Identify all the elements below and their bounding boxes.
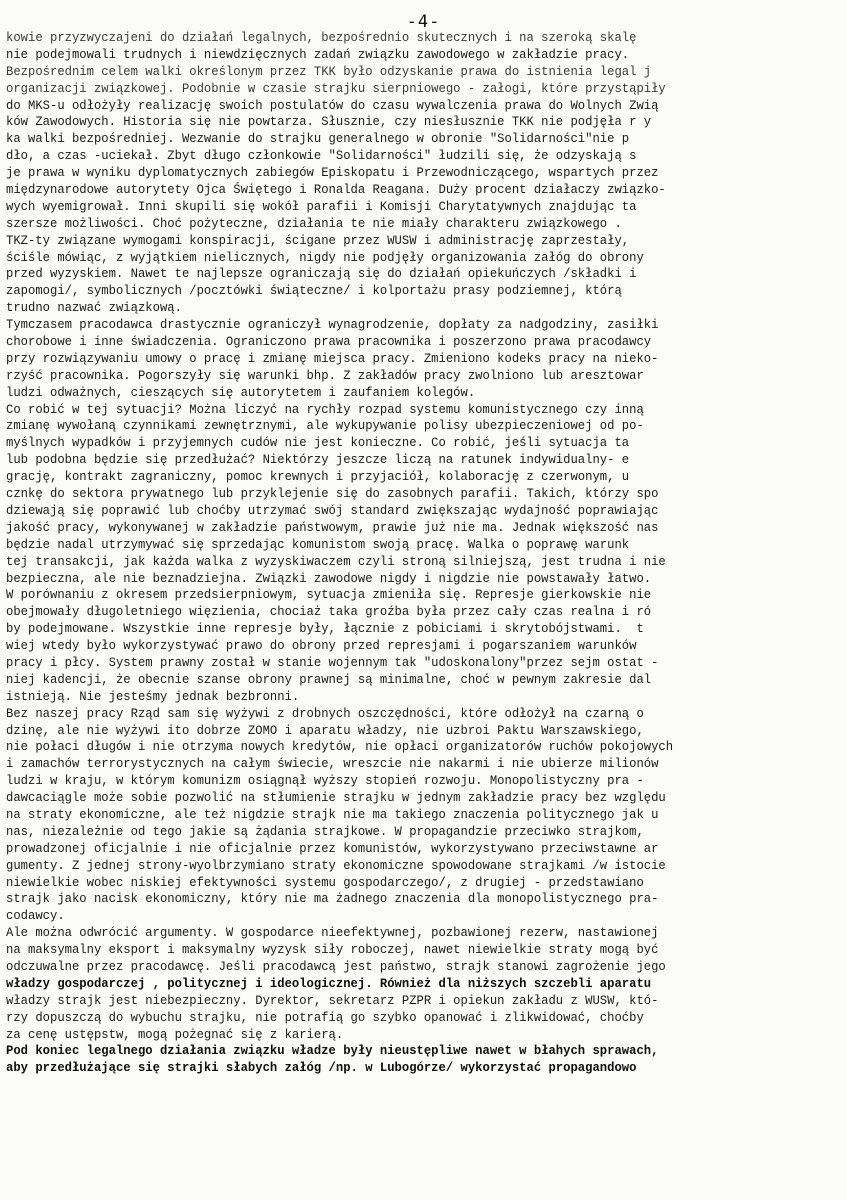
text-line: Co robić w tej sytuacji? Można liczyć na rychły rozpad systemu komunistycznego czy inną	[6, 402, 644, 417]
text-line: codawcy.	[6, 909, 65, 924]
text-line: kowie przyzwyczajeni do działań legalnych, bezpośrednio skutecznych i na szeroką skalę	[6, 31, 637, 45]
text-line: odczuwalne przez pracodawcę. Jeśli pracodawcą jest państwo, strajk stanowi zagrożenie jego	[6, 959, 666, 974]
text-line: by podejmowane. Wszystkie inne represje były, łącznie z pobiciami i skrytobójstwami. t	[6, 622, 644, 637]
text-line: zapomogi/, symbolicznych /pocztówki świąteczne/ i kolportażu prasy podziemnej, którą	[6, 284, 622, 299]
text-line: Tymczasem pracodawca drastycznie ograniczył wynagrodzenie, dopłaty za nadgodziny, zasiłki	[6, 318, 659, 333]
text-line: za cenę ustępstw, mogą pożegnać się z karierą.	[6, 1027, 344, 1042]
text-line: trudno nazwać związkową.	[6, 301, 182, 316]
body-text	[6, 30, 840, 1077]
text-line: Ale można odwrócić argumenty. W gospodarce nieefektywnej, pozbawionej rezerw, nastawionej	[6, 926, 659, 941]
text-line: szersze możliwości. Choć pożyteczne, działania te nie miały charakteru związkowego .	[6, 216, 622, 231]
text-line: obejmowały długoletniego więzienia, chociaż taka groźba była przez cały czas realna i ró	[6, 605, 652, 620]
text-line: przy rozwiązywaniu umowy o pracę i zmianę miejsca pracy. Zmieniono kodeks pracy na nieko-	[6, 351, 659, 366]
text-line: pracy i płcy. System prawny został w stanie wojennym tak "udoskonalony"przez sejm ostat -	[6, 655, 659, 670]
text-line: Bez naszej pracy Rząd sam się wyżywi z drobnych oszczędności, które odłożył na czarną o	[6, 706, 644, 721]
text-line: ludzi w kraju, w którym komunizm osiągnął wyższy stopień rozwoju. Monopolistyczny pra -	[6, 774, 644, 789]
text-line: jakość pracy, wykonywanej w zakładzie państwowym, prawie już nie ma. Jednak większość nas	[6, 520, 659, 535]
text-line: dło, a czas -uciekał. Zbyt długo członkowie "Solidarności" łudzili się, że odzyskają s	[6, 149, 637, 164]
text-line: władzy gospodarczej , politycznej i ideologicznej. Również dla niższych szczebli aparatu	[6, 976, 652, 991]
text-line: prowadzonej oficjalnie i nie oficjalnie przez komunistów, wykorzystywano przeciwstawne ar	[6, 841, 659, 856]
text-line: i zamachów terrorystycznych na całym świecie, wreszcie nie nakarmi i nie ubierze milionów	[6, 757, 659, 772]
text-line: wiej wtedy było wykorzystywać prawo do obrony przed represjami i pogarszaniem warunków	[6, 639, 637, 654]
text-line: niej kadencji, że obecnie szanse obrony prawnej są minimalne, choć w pewnym zakresie dal	[6, 672, 652, 687]
text-line: nas, niezależnie od tego jakie są żądania strajkowe. W propagandzie przeciwko strajkom,	[6, 824, 644, 839]
text-line: W porównaniu z okresem przedsierpniowym, sytuacja zmieniła się. Represje gierkowskie nie	[6, 588, 652, 603]
text-line: nie połaci długów i nie otrzyma nowych kredytów, nie opłaci organizatorów ruchów pokojowych	[6, 740, 674, 755]
text-line: będzie nadal utrzymywać się sprzedając komunistom swoją pracę. Walka o poprawę warunk	[6, 537, 630, 552]
text-line: strajk jako nacisk ekonomiczny, który nie ma żadnego znaczenia dla monopolistycznego pra-	[6, 892, 659, 907]
text-line: rzyść pracownika. Pogorszyły się warunki bhp. Z zakładów pracy zwolniono lub aresztowar	[6, 368, 644, 383]
text-line: ków Zawodowych. Historia się nie powtarza. Słusznie, czy niesłusznie TKK nie podjęła r y	[6, 115, 652, 130]
text-line: ka walki bezpośredniej. Wezwanie do strajku generalnego w obronie "Solidarności"nie p	[6, 132, 630, 147]
text-line: grację, kontrakt zagraniczny, pomoc krewnych i przyjaciół, kolaborację z czerwonym, u	[6, 470, 630, 485]
text-line: ludzi odważnych, cieszących się autorytetem i zaufaniem kolegów.	[6, 385, 476, 400]
text-line: istnieją. Nie jesteśmy jednak bezbronni.	[6, 689, 300, 704]
text-line: organizacji związkowej. Podobnie w czasie strajku sierpniowego - załogi, które przystąpiły	[6, 81, 666, 96]
text-line: niewielkie wobec niskiej efektywności systemu gospodarczego/, z drugiej - przedstawiano	[6, 875, 644, 890]
text-line: dzinę, ale nie wyżywi ito dobrze ZOMO i aparatu władzy, nie uzbroi Paktu Warszawskiego,	[6, 723, 644, 738]
text-line: gumenty. Z jednej strony-wyolbrzymiano straty ekonomiczne spowodowane strajkami /w istocie	[6, 858, 666, 873]
text-line: TKZ-ty związane wymogami konspiracji, ścigane przez WUSW i administrację zaprzestały,	[6, 233, 630, 248]
text-line: cznkę do sektora prywatnego lub przyklejenie się do zasobnych parafii. Takich, którzy spo	[6, 487, 659, 502]
text-line: dawcaciągle może sobie pozwolić na stłumienie strajku w jednym zakładzie pracy bez względu	[6, 791, 666, 806]
text-line: bezpieczna, ale nie beznadziejna. Związki zawodowe nigdy i nigdzie nie powstawały łatwo.	[6, 571, 652, 586]
text-line: władzy strajk jest niebezpieczny. Dyrektor, sekretarz PZPR i opiekun zakładu z WUSW, któ-	[6, 993, 659, 1008]
text-line: do MKS-u odłożyły realizację swoich postulatów do czasu wywalczenia prawa do Wolnych Zwią	[6, 98, 659, 113]
text-line: rzy dopuszczą do wybuchu strajku, nie potrafią go szybko opanować i zlikwidować, choćby	[6, 1010, 644, 1025]
text-line: myślnych wypadków i przyjemnych cudów nie jest konieczne. Co robić, jeśli sytuacja ta	[6, 436, 630, 451]
text-line: ściśle mówiąc, z wyjątkiem nielicznych, nigdy nie podjęły organizowania załóg do obrony	[6, 250, 644, 265]
text-line: tej transakcji, jak każda walka z wyzyskiwaczem czyli stroną silniejszą, jest trudna i nie	[6, 554, 666, 569]
text-line: międzynarodowe autorytety Ojca Świętego i Ronalda Reagana. Duży procent działaczy związko-	[6, 183, 666, 198]
page-number: -4-	[406, 12, 441, 32]
text-line: przed wyzyskiem. Nawet te najlepsze ograniczają się do działań opiekuńczych /składki i	[6, 267, 637, 282]
text-line: nie podejmowali trudnych i niewdzięcznych zadań związku zawodowego w zakładzie pracy.	[6, 47, 630, 62]
text-line: zmianę wywołaną czynnikami zewnętrznymi, ale wykupywanie polisy ubezpieczeniowej od po-	[6, 419, 644, 434]
text-line: Bezpośrednim celem walki określonym przez TKK było odzyskanie prawa do istnienia legal j	[6, 64, 652, 79]
text-line: na maksymalny eksport i maksymalny wyzysk siły roboczej, nawet niewielkie straty mogą być	[6, 943, 659, 958]
text-line: na straty ekonomiczne, ale też nigdzie strajk nie ma takiego znaczenia politycznego jak u	[6, 807, 659, 822]
text-line: wych wyemigrował. Inni skupili się wokół parafii i Komisji Charytatywnych znajdując ta	[6, 199, 637, 214]
text-line: dziewają się poprawić lub choćby utrzymać swój standard zwiększając wydajność poprawiając	[6, 503, 659, 518]
text-line: je prawa w wyniku dyplomatycznych zabiegów Episkopatu i Przewodniczącego, wspartych przez	[6, 166, 659, 181]
text-line: lub podobna będzie się przedłużać? Niektórzy jeszcze liczą na ratunek indywidualny- e	[6, 453, 630, 468]
text-line: aby przedłużające się strajki słabych załóg /np. w Lubogórze/ wykorzystać propagandowo	[6, 1061, 637, 1076]
text-line: Pod koniec legalnego działania związku władze były nieustępliwe nawet w błahych sprawach,	[6, 1044, 659, 1059]
text-line: chorobowe i inne świadczenia. Ograniczono prawa pracownika i poszerzono prawa pracodawcy	[6, 335, 652, 350]
